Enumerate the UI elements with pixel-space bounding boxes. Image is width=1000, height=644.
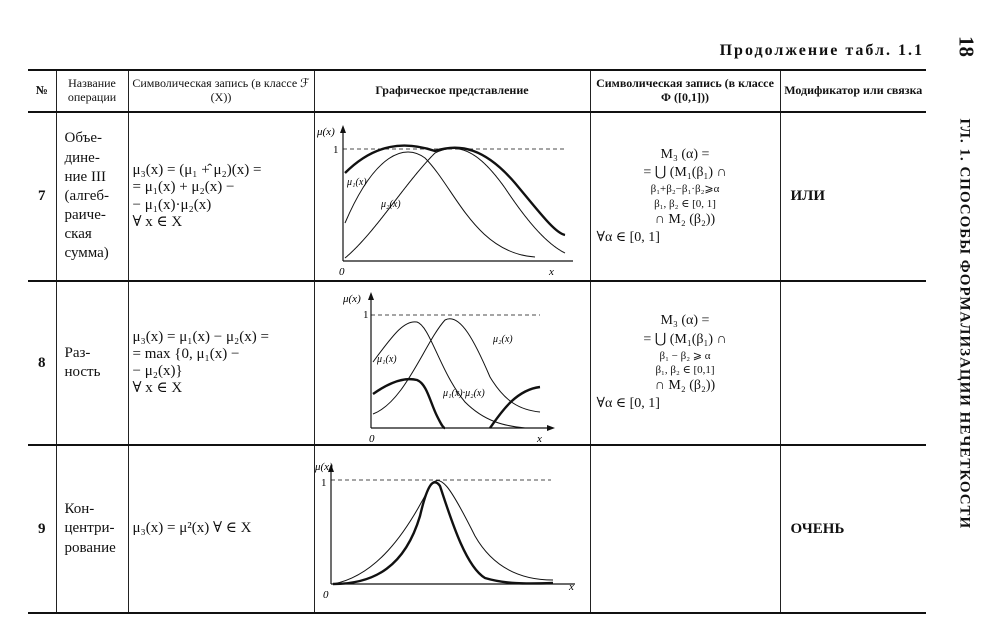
axis-label-mu: μ(x): [314, 461, 333, 473]
header-name: Название операции: [56, 70, 128, 112]
formula-phi: [590, 112, 780, 281]
axis-label-x: x: [568, 581, 574, 593]
curve-label-mu1: μ₁(x): [346, 177, 367, 188]
formula-line: = max {0, μ₁(x) −: [132, 345, 240, 362]
graph-cell: [314, 281, 590, 445]
header-graphic: Графическое представление: [314, 70, 590, 112]
name-line: Раз-: [64, 344, 91, 361]
curve-label-mu2: μ₂(x): [380, 199, 401, 210]
header-num: №: [28, 70, 56, 112]
axis-label-zero: 0: [338, 266, 344, 278]
running-head: ГЛ. 1. СПОСОБЫ ФОРМАЛИЗАЦИИ НЕЧЕТКОСТИ: [956, 118, 973, 530]
operation-name: [56, 281, 128, 445]
sym-line: = ⋃ (M₁(β₁) ∩: [643, 165, 727, 181]
formula-line: μ₃(x) = (μ₁ +̂ μ₂)(x) =: [132, 162, 262, 178]
formula-phi-empty: [590, 445, 780, 613]
formula-f: [128, 445, 314, 613]
sym-line: ∩ M₂ (β₂)): [654, 378, 716, 394]
axis-label-one: 1: [362, 309, 368, 321]
row-number: 7: [28, 112, 56, 281]
formula-line: μ₃(x) = μ²(x) ∀ ∈ X: [132, 520, 252, 537]
name-line: (алгеб-: [64, 187, 110, 204]
name-line: центри-: [64, 520, 115, 537]
formula-phi: [590, 281, 780, 445]
axis-label-one: 1: [332, 144, 338, 156]
curve-label-mu2: μ₂(x): [492, 334, 513, 345]
table-row: [28, 281, 926, 445]
modifier: ИЛИ: [780, 112, 926, 281]
table-row: [28, 112, 926, 281]
operation-name: [56, 445, 128, 613]
formula-line: ∀ x ∈ X: [132, 213, 183, 230]
table-header-row: [28, 70, 926, 112]
table-continuation-title: Продолжение табл. 1.1: [719, 42, 924, 59]
graph-cell: [314, 445, 590, 613]
curve-label-diff: μ₁(x)·μ₂(x): [442, 388, 485, 399]
sym-line: = ⋃ (M₁(β₁) ∩: [643, 331, 727, 347]
formula-f: [128, 112, 314, 281]
name-line: ние III: [64, 168, 106, 185]
operations-table: [28, 69, 926, 614]
sym-line: β₁, β₂ ∈ [0,1]: [655, 364, 715, 376]
modifier: ОЧЕНЬ: [780, 445, 926, 613]
sym-line: M₃ (α) =: [660, 313, 710, 329]
header-symbolic-f: Символическая запись (в классе ℱ (X)): [128, 70, 314, 112]
axis-label-one: 1: [320, 477, 326, 489]
formula-line: ∀ x ∈ X: [132, 380, 183, 397]
row-number: 9: [28, 445, 56, 613]
operation-name: [56, 112, 128, 281]
axis-label-zero: 0: [368, 433, 374, 444]
name-line: сумма): [64, 245, 109, 262]
concentration-graph: [315, 446, 591, 612]
name-line: ность: [64, 364, 101, 380]
sym-line: ∩ M₂ (β₂)): [654, 211, 716, 227]
name-line: Кон-: [64, 501, 95, 518]
table-row: [28, 445, 926, 613]
graph-cell: [314, 112, 590, 281]
name-line: ская: [64, 226, 92, 243]
sym-line: β₁+β₂−β₁·β₂⩾α: [650, 183, 720, 196]
union-graph: [315, 113, 591, 280]
sym-line: M₃ (α) =: [660, 146, 710, 162]
formula-line: − μ₁(x)·μ₂(x): [132, 196, 212, 213]
formula-line: − μ₂(x)}: [132, 363, 183, 379]
header-symbolic-phi: Символическая запись (в классе Φ ([0,1])): [590, 70, 780, 112]
formula-line: μ₃(x) = μ₁(x) − μ₂(x) =: [132, 328, 269, 345]
sym-line: β₁ − β₂ ⩾ α: [659, 349, 711, 362]
formula-line: = μ₁(x) + μ₂(x) −: [132, 179, 235, 196]
formula-f: [128, 281, 314, 445]
sym-line: β₁, β₂ ∈ [0, 1]: [654, 197, 716, 210]
difference-graph: [315, 282, 591, 444]
axis-label-x: x: [536, 433, 542, 444]
curve-label-mu1: μ₁(x): [376, 354, 397, 365]
name-line: дине-: [64, 149, 100, 166]
axis-label-mu: μ(x): [316, 126, 335, 138]
header-modifier: Модификатор или связка: [780, 70, 926, 112]
name-line: раиче-: [64, 207, 106, 224]
name-line: Объе-: [64, 130, 102, 147]
axis-label-zero: 0: [322, 589, 328, 601]
page-number: 18: [954, 36, 979, 57]
axis-label-mu: μ(x): [342, 293, 361, 305]
axis-label-x: x: [548, 266, 554, 278]
sym-line: ∀α ∈ [0, 1]: [596, 229, 660, 245]
modifier: [780, 281, 926, 445]
sym-line: ∀α ∈ [0, 1]: [596, 396, 660, 412]
name-line: рование: [64, 539, 116, 556]
row-number: 8: [28, 281, 56, 445]
